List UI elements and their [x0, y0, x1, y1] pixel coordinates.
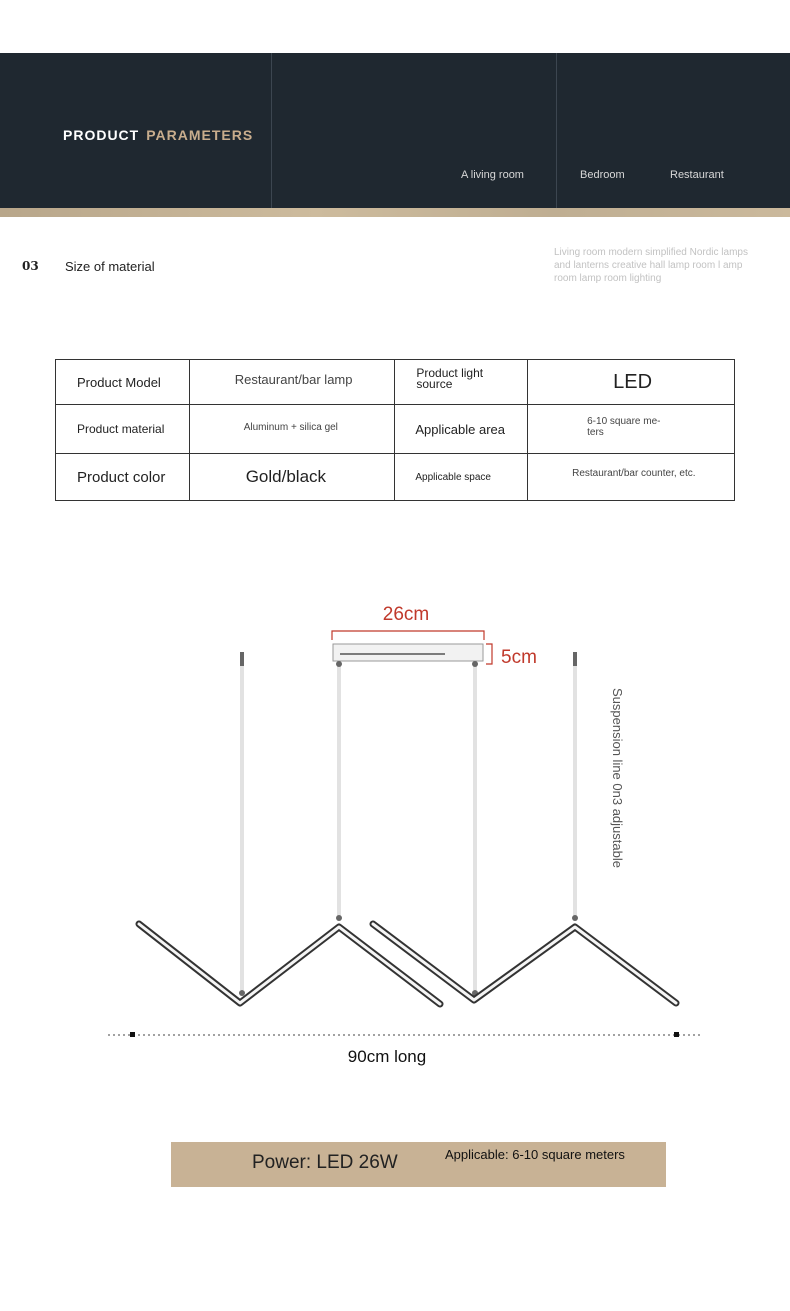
parameter-table: [55, 359, 735, 501]
length-dimension-label: 90cm long: [347, 1047, 427, 1066]
suspension-label: Suspension line 0n3 adjustable: [610, 688, 625, 868]
cell-label-material: Product material: [77, 422, 165, 436]
room-label-restaurant: Restaurant: [670, 169, 724, 181]
table-cell: [56, 360, 190, 405]
table-cell: [56, 454, 190, 501]
header-banner: [0, 53, 790, 208]
table-cell: [528, 360, 735, 405]
power-info-bar: [171, 1142, 666, 1187]
cell-value-area: 6-10 square me- ters: [587, 416, 661, 438]
gold-strip: [0, 208, 790, 217]
room-label-bedroom: Bedroom: [580, 169, 625, 181]
cell-value-material: Aluminum + silica gel: [243, 421, 338, 433]
width-dimension-bracket: [332, 631, 484, 640]
cell-label-light-source: Product light source: [416, 366, 484, 391]
lamp-dimension-diagram: [0, 590, 790, 1080]
cell-label-space: Applicable space: [415, 471, 491, 483]
table-row: [56, 360, 735, 405]
table-cell: [189, 360, 395, 405]
section-title: Size of material: [65, 259, 155, 274]
height-dimension-label: 5cm: [501, 647, 537, 668]
cell-value-light-source: LED: [613, 370, 653, 393]
table-cell: [189, 405, 395, 454]
room-label-living: A living room: [461, 169, 524, 181]
banner-divider: [556, 53, 557, 208]
table-row: [56, 405, 735, 454]
suspension-wires: [242, 666, 575, 990]
banner-divider: [271, 53, 272, 208]
table-cell: [189, 454, 395, 501]
height-dimension-bracket: [486, 644, 492, 664]
cell-label-area: Applicable area: [415, 421, 505, 437]
applicable-label: Applicable: 6-10 square meters: [445, 1147, 625, 1162]
ceiling-canopy: [333, 644, 483, 661]
side-note: Living room modern simplified Nordic lamps and lanterns creative hall lamp room l amp room lamp room lighting: [554, 247, 748, 284]
table-cell: [528, 454, 735, 501]
banner-title-white: PRODUCT: [63, 127, 140, 143]
wire-caps: [239, 652, 578, 996]
table-cell: [56, 405, 190, 454]
table-cell: [395, 454, 528, 501]
cell-label-model: Product Model: [77, 374, 161, 390]
cell-value-color: Gold/black: [245, 467, 327, 486]
table-cell: [395, 360, 528, 405]
banner-title: [63, 127, 253, 143]
table-row: [56, 454, 735, 501]
cell-label-color: Product color: [77, 468, 166, 486]
banner-title-gold: PARAMETERS: [146, 127, 254, 143]
width-dimension-label: 26cm: [382, 604, 430, 625]
cell-value-model: Restaurant/bar lamp: [234, 371, 353, 387]
section-number: 03: [22, 259, 39, 273]
cell-value-space: Restaurant/bar counter, etc.: [572, 467, 696, 479]
power-label: Power: LED 26W: [252, 1152, 398, 1173]
table-cell: [395, 405, 528, 454]
table-cell: [528, 405, 735, 454]
lamp-body: [139, 924, 676, 1004]
